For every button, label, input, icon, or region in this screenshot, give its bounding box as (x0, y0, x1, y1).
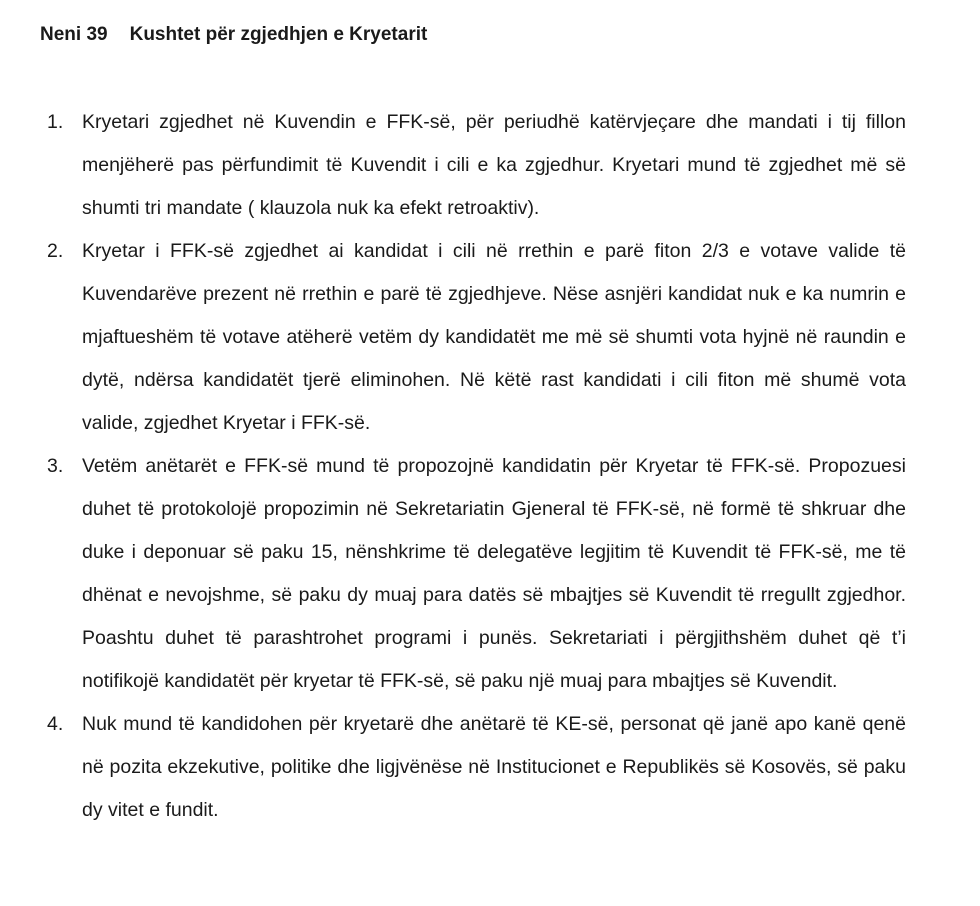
clause-text: Kryetari zgjedhet në Kuvendin e FFK-së, për periudhë katërvjeçare dhe mandati i tij fillon menjëherë pas përfundimit të Kuvendit i cili e ka zgjedhur. Kryetari mund të zgjedhet më së shumti tri mandate ( klauzola nuk ka efekt retroaktiv). (82, 111, 906, 219)
clause-number: 2. (47, 240, 64, 262)
clause-text: Kryetar i FFK-së zgjedhet ai kandidat i cili në rrethin e parë fiton 2/3 e votave valide të Kuvendarëve prezent në rrethin e parë të zgjedhjeve. Nëse asnjëri kandidat nuk e ka numrin e mjaftueshëm të votave atëherë vetëm dy kandidatët me më së shumti vota hyjnë në raundin e dytë, ndërsa kandidatët tjerë eliminohen. Në këtë rast kandidati i cili fiton më shumë vota valide, zgjedhet Kryetar i FFK-së. (82, 240, 906, 434)
clause-item (0, 703, 980, 832)
article-heading (40, 24, 427, 46)
article-clauses-list (0, 101, 980, 832)
article-number: Neni 39 (40, 24, 108, 45)
clause-text: Nuk mund të kandidohen për kryetarë dhe anëtarë të KE-së, personat që janë apo kanë qenë në pozita ekzekutive, politike dhe ligjvënëse në Institucionet e Republikës së Kosovës, së paku dy vitet e fundit. (82, 713, 906, 821)
clause-number: 1. (47, 111, 64, 133)
clause-item (0, 445, 980, 703)
clause-item (0, 101, 980, 230)
clause-item (0, 230, 980, 445)
clause-text: Vetëm anëtarët e FFK-së mund të propozojnë kandidatin për Kryetar të FFK-së. Propozuesi duhet të protokolojë propozimin në Sekretariatin Gjeneral të FFK-së, në formë të shkruar dhe duke i deponuar së paku 15, nënshkrime të delegatëve legjitim të Kuvendit të FFK-së, me të dhënat e nevojshme, së paku dy muaj para datës së mbajtjes së Kuvendit të rregullt zgjedhor. Poashtu duhet të parashtrohet programi i punës. Sekretariati i përgjithshëm duhet që t’i notifikojë kandidatët për kryetar të FFK-së, së paku një muaj para mbajtjes së Kuvendit. (82, 455, 906, 692)
clause-number: 3. (47, 455, 64, 477)
clause-number: 4. (47, 713, 64, 735)
article-title: Kushtet për zgjedhjen e Kryetarit (129, 24, 428, 45)
